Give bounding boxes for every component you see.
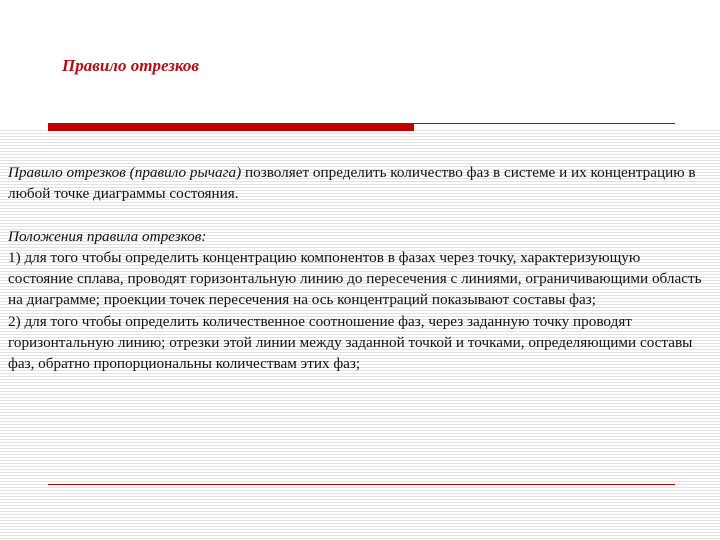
- paragraph-gap: [8, 205, 708, 226]
- provision-item-1: 1) для того чтобы определить концентрацию компонентов в фазах через точку, характеризующую состояние сплава, проводят горизонтальную линию до пересечения с линиями, ограничивающими область на диаграмме; проекции точек пересечения на ось концентраций показывают составы фаз;: [8, 248, 702, 309]
- slide-body: [8, 162, 708, 375]
- intro-text: позволяет определить количество фаз в системе и их концентрацию в любой точке диаграммы состояния.: [8, 164, 696, 203]
- intro-paragraph: [8, 162, 708, 205]
- provision-item-2: 2) для того чтобы определить количественное соотношение фаз, через заданную точку проводят горизонтальную линию; отрезки этой линии между заданной точкой и точками, определяющими составы фаз, обратно пропорциональны количествам этих фаз;: [8, 312, 693, 373]
- title-underline-thick: [48, 123, 414, 131]
- title-underline-thin: [414, 123, 675, 124]
- provisions-heading: Положения правила отрезков:: [8, 227, 207, 245]
- slide-title: Правило отрезков: [62, 56, 199, 75]
- bottom-divider: [48, 484, 675, 485]
- intro-term: Правило отрезков (правило рычага): [8, 164, 242, 181]
